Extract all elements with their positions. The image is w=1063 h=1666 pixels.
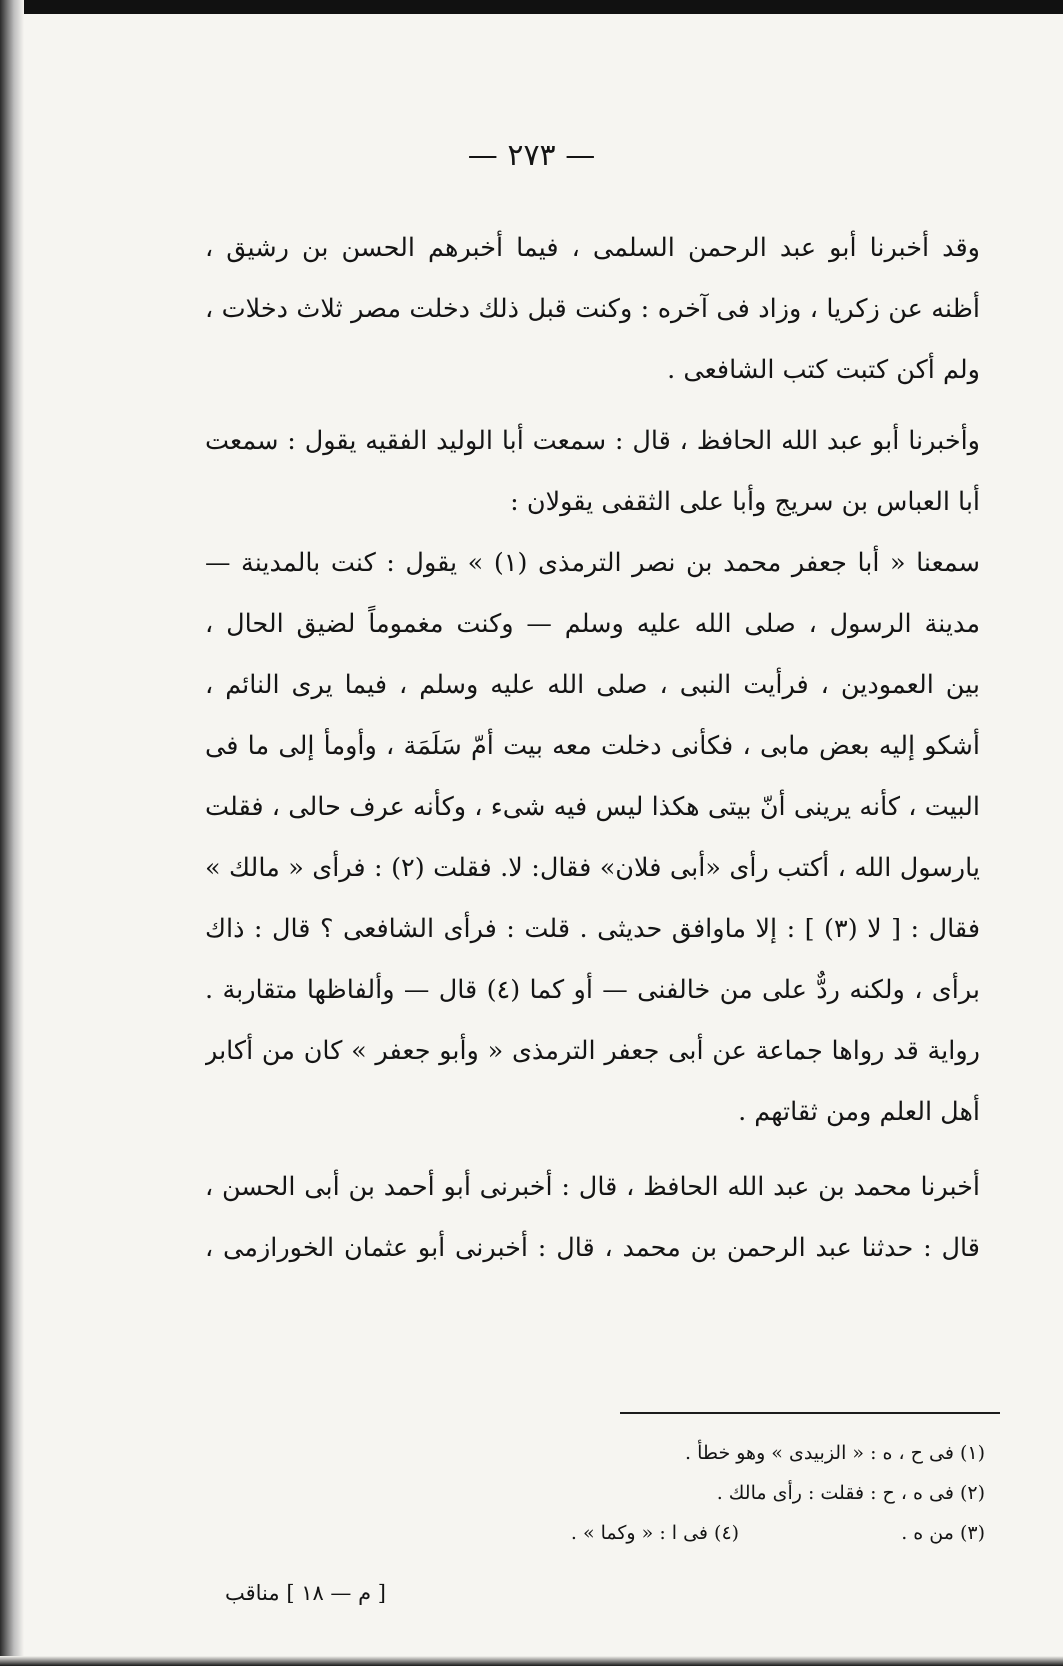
footnote-row xyxy=(215,1513,985,1553)
page-bottom-edge xyxy=(0,1656,1063,1666)
paragraph-4 xyxy=(205,1157,980,1279)
printer-signature: [ م — ١٨ ] مناقب xyxy=(225,1581,386,1605)
footnote-3: (٣) من ه . xyxy=(901,1522,985,1544)
text-line: فقال : [ لا (٣) ] : إلا ماوافق حديثى . قلت : فرأى الشافعى ؟ قال : ذاك xyxy=(205,914,980,944)
text-line: وأخبرنا أبو عبد الله الحافظ ، قال : سمعت أبا الوليد الفقيه يقول : سمعت xyxy=(205,426,980,456)
paragraph-1 xyxy=(205,218,980,401)
text-line: ولم أكن كتبت كتب الشافعى . xyxy=(667,355,980,385)
text-line: وقد أخبرنا أبو عبد الرحمن السلمى ، فيما أخبرهم الحسن بن رشيق ، xyxy=(205,233,980,263)
text-line: أظنه عن زكريا ، وزاد فى آخره : وكنت قبل ذلك دخلت مصر ثلاث دخلات ، xyxy=(205,294,980,324)
body-text xyxy=(205,218,980,1279)
footnote-2: (٢) فى ه ، ح : فقلت : رأى مالك . xyxy=(716,1482,985,1504)
page-number: — ٢٧٣ — xyxy=(467,138,596,173)
text-line: أخبرنا محمد بن عبد الله الحافظ ، قال : أخبرنى أبو أحمد بن أبى الحسن ، xyxy=(205,1172,980,1202)
page-binding-edge xyxy=(0,0,24,1666)
footnote-1: (١) فى ح ، ه : « الزبيدى » وهو خطأ . xyxy=(685,1442,985,1464)
page-top-edge xyxy=(0,0,1063,14)
paragraph-2 xyxy=(205,411,980,533)
text-line: قال : حدثنا عبد الرحمن بن محمد ، قال : أخبرنى أبو عثمان الخورازمى ، xyxy=(205,1233,980,1263)
text-line: البيت ، كأنه يرينى أنّ بيتى هكذا ليس فيه شىء ، وكأنه عرف حالى ، فقلت xyxy=(205,792,980,822)
text-line: مدينة الرسول ، صلى الله عليه وسلم — وكنت مغموماً لضيق الحال ، xyxy=(205,609,980,639)
text-line: يارسول الله ، أكتب رأى «أبى فلان» فقال: لا. فقلت (٢) : فرأى « مالك » xyxy=(205,853,980,883)
text-line: أشكو إليه بعض مابى ، فكأنى دخلت معه بيت أمّ سَلَمَة ، وأومأ إلى ما فى xyxy=(205,731,980,761)
paragraph-3 xyxy=(205,533,980,1143)
text-line: سمعنا « أبا جعفر محمد بن نصر الترمذى (١) » يقول : كنت بالمدينة — xyxy=(205,548,980,578)
text-line: أبا العباس بن سريج وأبا على الثقفى يقولان : xyxy=(510,487,980,517)
text-line: بين العمودين ، فرأيت النبى ، صلى الله عليه وسلم ، فيما يرى النائم ، xyxy=(205,670,980,700)
footnote-4: (٤) فى ا : « وكما » . xyxy=(570,1522,740,1544)
text-line: برأى ، ولكنه ردٌّ على من خالفنى — أو كما (٤) قال — وألفاظها متقاربة . xyxy=(205,975,980,1005)
text-line: رواية قد رواها جماعة عن أبى جعفر الترمذى « وأبو جعفر » كان من أكابر xyxy=(205,1036,980,1066)
footnotes xyxy=(215,1433,985,1553)
footnote-divider xyxy=(620,1412,1000,1414)
text-line: أهل العلم ومن ثقاتهم . xyxy=(738,1097,980,1127)
